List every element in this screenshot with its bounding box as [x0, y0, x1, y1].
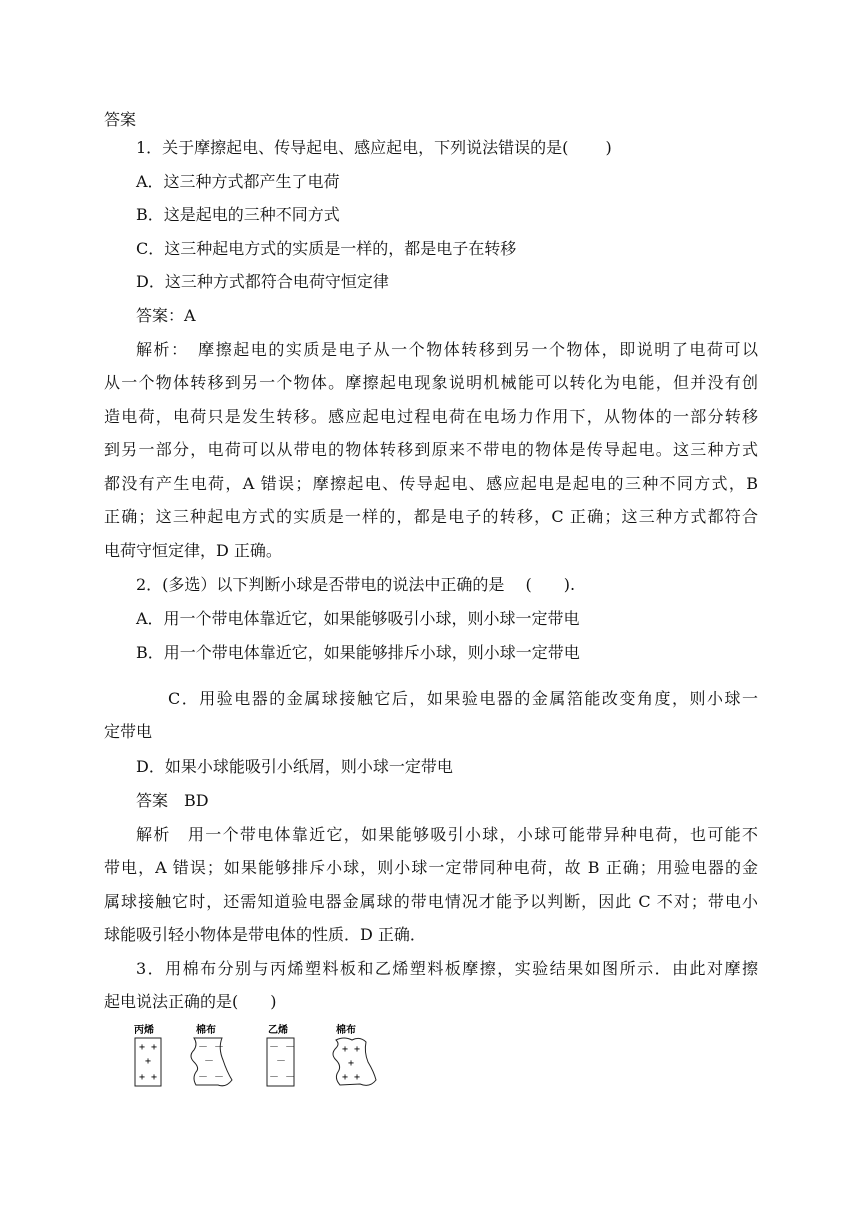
- q1-option-d: D．这三种方式都符合电荷守恒定律: [136, 272, 389, 291]
- label-ethylene: 乙烯: [268, 1025, 288, 1036]
- q2-option-a: A．用一个带电体靠近它，如果能够吸引小球，则小球一定带电: [136, 609, 580, 628]
- q2-option-d: D．如果小球能吸引小纸屑，则小球一定带电: [136, 757, 453, 776]
- q2-analysis-line: 带电，A 错误；如果能够排斥小球，则小球一定带同种电荷，故 B 正确；用验电器的金: [104, 858, 758, 877]
- plus-signs: + +: [139, 1072, 158, 1083]
- minus-sign: －: [204, 1056, 214, 1067]
- q1-option-c: C．这三种起电方式的实质是一样的，都是电子在转移: [136, 239, 517, 258]
- friction-figure: [130, 1022, 390, 1094]
- q1-option-b: B．这是起电的三种不同方式: [136, 205, 340, 224]
- q1-analysis-line: 电荷守恒定律，D 正确。: [104, 541, 282, 560]
- figure-svg: [130, 1022, 390, 1094]
- minus-signs: － －: [269, 1072, 296, 1083]
- plus-sign: +: [348, 1058, 355, 1069]
- minus-signs: － －: [198, 1042, 225, 1053]
- q1-analysis-line: 造电荷，电荷只是发生转移。感应起电过程电荷在电场力作用下，从物体的一部分转移: [104, 407, 758, 426]
- q2-answer: 答案 BD: [136, 791, 209, 810]
- q1-analysis-line: 解析： 摩擦起电的实质是电子从一个物体转移到另一个物体，即说明了电荷可以: [136, 340, 758, 359]
- q1-option-a: A．这三种方式都产生了电荷: [136, 172, 340, 191]
- minus-signs: － －: [198, 1072, 225, 1083]
- q2-option-c-continued: 定带电: [104, 722, 153, 741]
- label-propylene: 丙烯: [134, 1025, 154, 1036]
- q2-analysis-line: 球能吸引轻小物体是带电体的性质．D 正确．: [104, 925, 426, 944]
- q2-analysis-line: 属球接触它时，还需知道验电器金属球的带电情况才能予以判断，因此 C 不对；带电小: [104, 892, 758, 911]
- plus-signs: + +: [342, 1044, 361, 1055]
- q1-analysis-line: 到另一部分，电荷可以从带电的物体转移到原来不带电的物体是传导起电。这三种方式: [104, 440, 758, 459]
- minus-signs: － －: [269, 1042, 296, 1053]
- plus-signs: + +: [139, 1042, 158, 1053]
- plus-sign: +: [145, 1056, 152, 1067]
- q3-stem: 3．用棉布分别与丙烯塑料板和乙烯塑料板摩擦，实验结果如图所示．由此对摩擦: [136, 959, 758, 978]
- q3-stem-continued: 起电说法正确的是( ): [104, 992, 277, 1011]
- q1-analysis-line: 正确；这三种起电方式的实质是一样的，都是电子的转移，C 正确；这三种方式都符合: [104, 507, 758, 526]
- header-label: 答案: [104, 110, 137, 129]
- label-cotton-2: 棉布: [336, 1025, 356, 1036]
- q1-stem: 1．关于摩擦起电、传导起电、感应起电，下列说法错误的是( ): [136, 138, 612, 157]
- label-cotton-1: 棉布: [196, 1025, 216, 1036]
- q1-answer: 答案：A: [136, 306, 196, 325]
- q2-option-c: C．用验电器的金属球接触它后，如果验电器的金属箔能改变角度，则小球一: [168, 689, 758, 708]
- q2-option-b: B．用一个带电体靠近它，如果能够排斥小球，则小球一定带电: [136, 643, 580, 662]
- q2-stem: 2．(多选）以下判断小球是否带电的说法中正确的是 ( ).: [136, 575, 576, 594]
- q1-analysis-line: 都没有产生电荷，A 错误；摩擦起电、传导起电、感应起电是起电的三种不同方式，B: [104, 474, 758, 493]
- plus-signs: + +: [342, 1072, 361, 1083]
- q2-analysis-line: 解析 用一个带电体靠近它，如果能够吸引小球，小球可能带异种电荷，也可能不: [136, 825, 758, 844]
- q1-analysis-line: 从一个物体转移到另一个物体。摩擦起电现象说明机械能可以转化为电能，但并没有创: [104, 373, 758, 392]
- minus-sign: －: [276, 1056, 286, 1067]
